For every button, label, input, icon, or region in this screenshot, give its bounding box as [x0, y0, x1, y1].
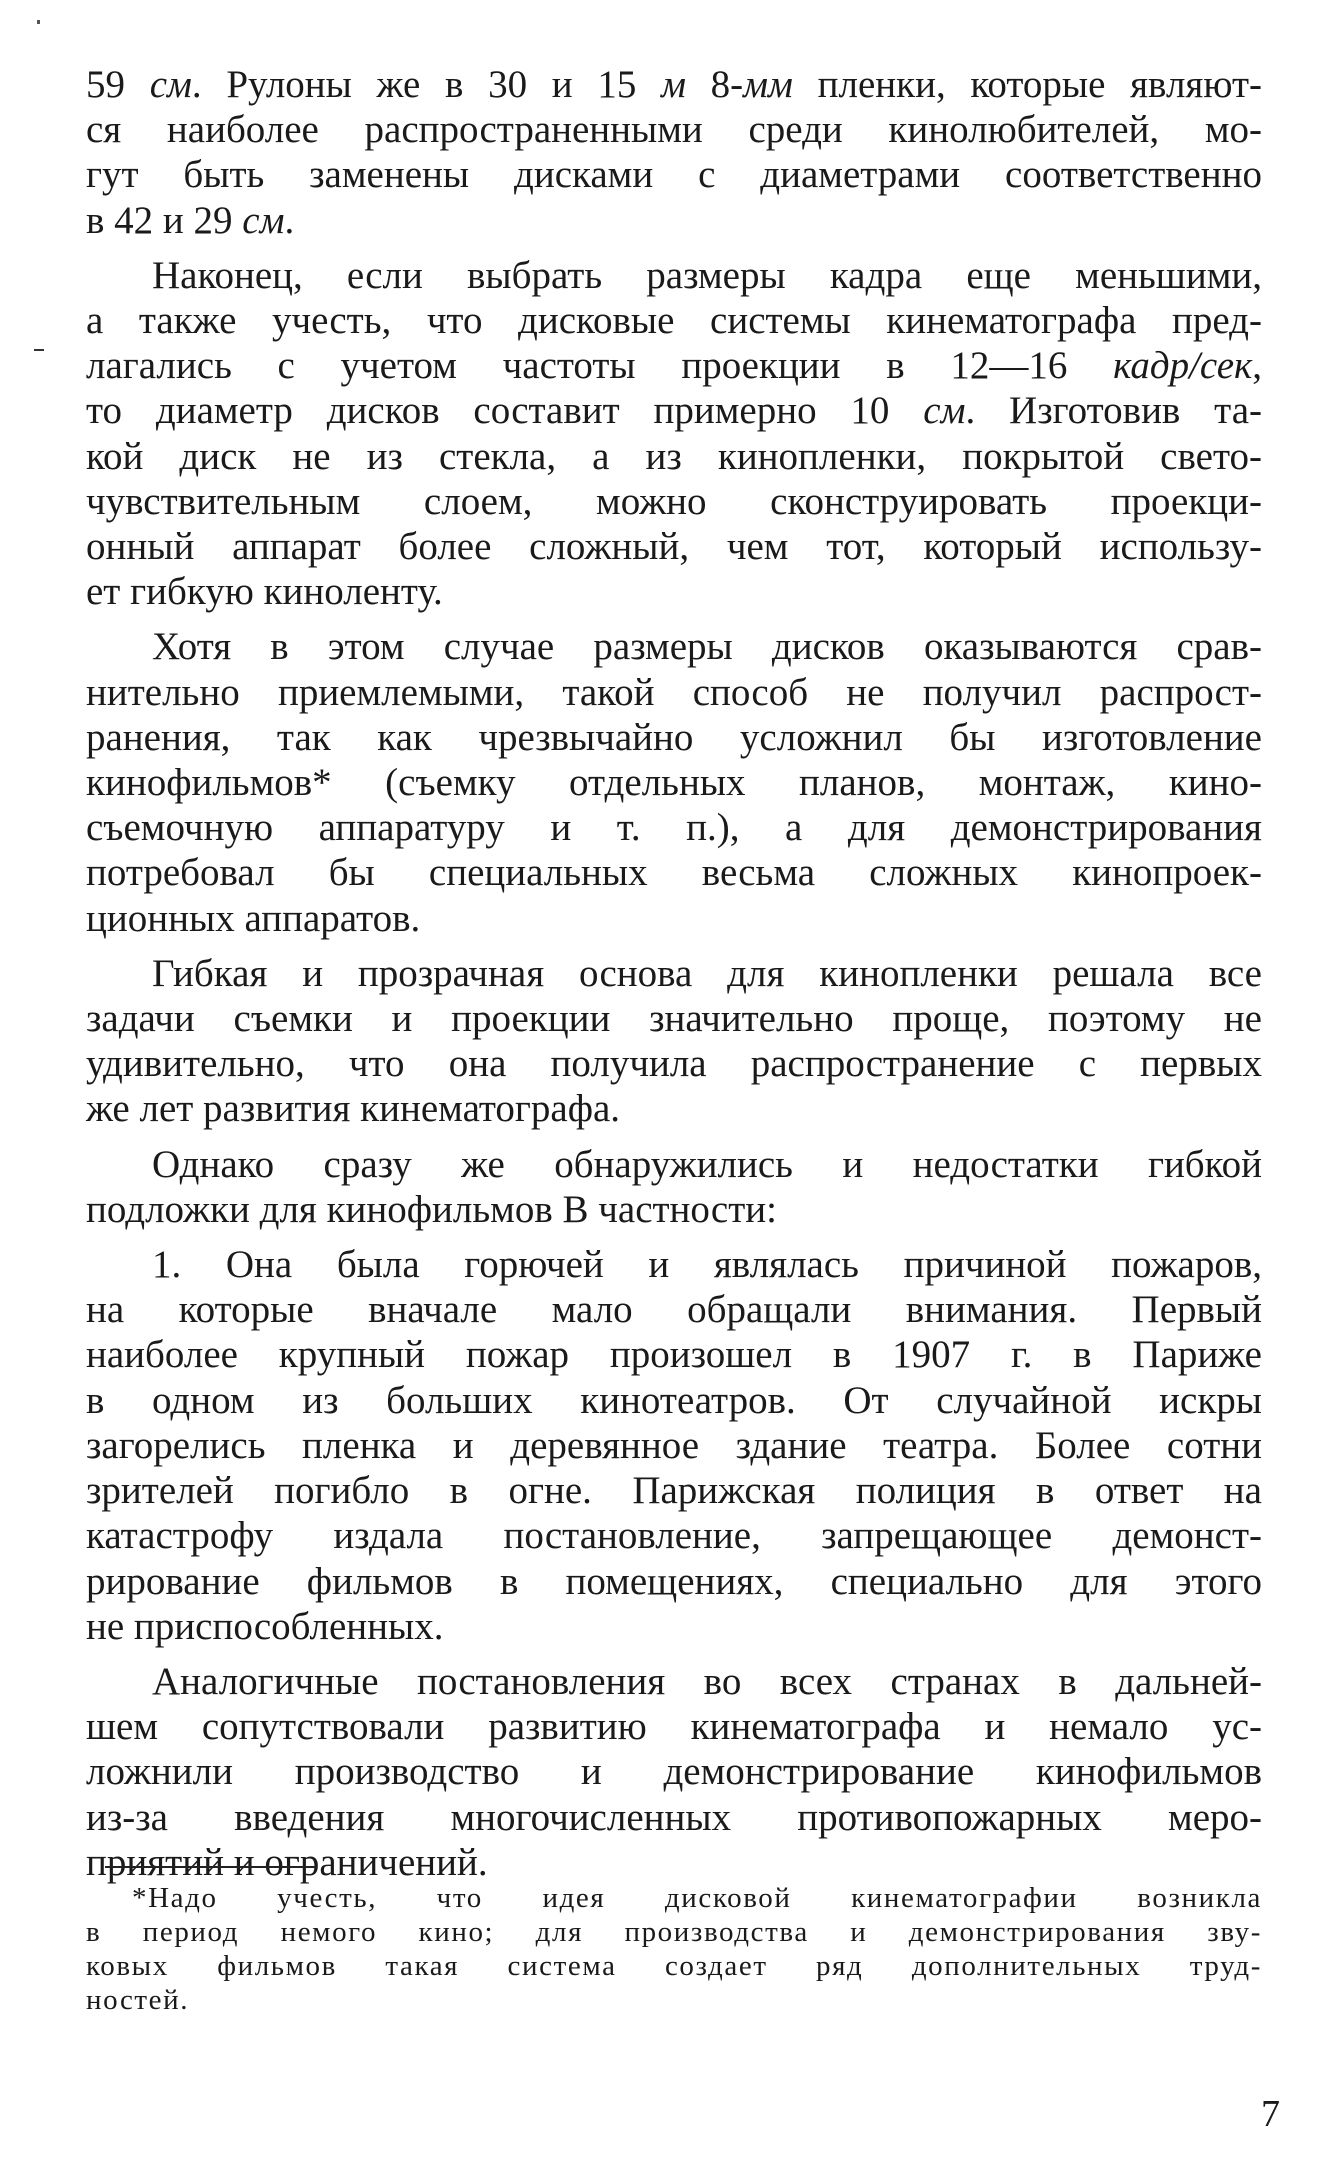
paragraph	[86, 1659, 1262, 1885]
paragraph	[86, 62, 1262, 243]
paragraph-gap	[86, 941, 1262, 951]
text-line: ет гибкую киноленту.	[86, 570, 443, 614]
text-line: приятий и ограничений.	[86, 1840, 488, 1884]
text-line: ся наиболее распространенными среди кинолюбителей, мо-	[86, 108, 1262, 152]
paragraph-gap	[86, 1132, 1262, 1142]
text-line: Однако сразу же обнаружились и недостатки гибкой	[152, 1142, 1262, 1186]
footnote-line: *Надо учесть, что идея дисковой кинематографии возникла	[132, 1882, 1262, 1914]
text-line: нительно приемлемыми, такой способ не получил распрост-	[86, 670, 1262, 714]
text-line: в 42 и 29 см.	[86, 198, 295, 242]
text-line: задачи съемки и проекции значительно проще, поэтому не	[86, 997, 1262, 1041]
text-line: Хотя в этом случае размеры дисков оказываются срав-	[152, 625, 1262, 669]
footnote-line: ностей.	[86, 1984, 190, 2016]
text-line: подложки для кинофильмов В частности:	[86, 1187, 777, 1231]
paragraph-gap	[86, 614, 1262, 624]
paragraph	[86, 1242, 1262, 1649]
text-line: 59 см. Рулоны же в 30 и 15 м 8-мм пленки, которые являют-	[86, 63, 1262, 106]
text-line: а также учесть, что дисковые системы кинематографа пред-	[86, 299, 1262, 343]
text-line: рирование фильмов в помещениях, специально для этого	[86, 1559, 1262, 1603]
text-line: чувствительным слоем, можно сконструировать проекци-	[86, 479, 1262, 523]
scan-speck	[37, 20, 40, 24]
paragraph	[86, 1142, 1262, 1232]
paragraph	[86, 624, 1262, 940]
margin-mark	[34, 349, 44, 351]
paragraph-gap	[86, 243, 1262, 253]
text-line: загорелись пленка и деревянное здание театра. Более сотни	[86, 1423, 1262, 1467]
text-line: же лет развития кинематографа.	[86, 1087, 621, 1131]
paragraph	[86, 253, 1262, 615]
text-line: из-за введения многочисленных противопожарных меро-	[86, 1795, 1262, 1839]
paragraph-gap	[86, 1649, 1262, 1659]
text-line: Гибкая и прозрачная основа для кинопленки решала все	[152, 951, 1262, 995]
text-line: наиболее крупный пожар произошел в 1907 г. в Париже	[86, 1333, 1262, 1377]
text-line: в одном из больших кинотеатров. От случайной искры	[86, 1378, 1262, 1422]
text-line: ложнили производство и демонстрирование кинофильмов	[86, 1750, 1262, 1794]
text-line: то диаметр дисков составит примерно 10 см. Изготовив та-	[86, 389, 1262, 433]
text-line: кой диск не из стекла, а из кинопленки, покрытой свето-	[86, 434, 1262, 478]
text-line: удивительно, что она получила распространение с первых	[86, 1042, 1262, 1086]
paragraph-gap	[86, 1232, 1262, 1242]
text-line: съемочную аппаратуру и т. п.), а для демонстрирования	[86, 806, 1262, 850]
text-line: зрителей погибло в огне. Парижская полиция в ответ на	[86, 1469, 1262, 1513]
text-line: онный аппарат более сложный, чем тот, который использу-	[86, 525, 1262, 569]
text-line: Наконец, если выбрать размеры кадра еще меньшими,	[152, 253, 1262, 297]
text-line: шем сопутствовали развитию кинематографа и немало ус-	[86, 1705, 1262, 1749]
text-line: гут быть заменены дисками с диаметрами соответственно	[86, 153, 1262, 197]
text-line: потребовал бы специальных весьма сложных кинопроек-	[86, 851, 1262, 895]
text-line: на которые вначале мало обращали внимания. Первый	[86, 1288, 1262, 1332]
text-line: ционных аппаратов.	[86, 896, 421, 940]
footnote	[86, 1881, 1262, 2017]
page-body	[86, 62, 1262, 1885]
text-line: кинофильмов* (съемку отдельных планов, монтаж, кино-	[86, 761, 1262, 805]
text-line: 1. Она была горючей и являлась причиной пожаров,	[152, 1243, 1262, 1287]
text-line: лагались с учетом частоты проекции в 12—16 кадр/сек,	[86, 344, 1262, 388]
text-line: катастрофу издала постановление, запрещающее демонст-	[86, 1514, 1262, 1558]
text-line: не приспособленных.	[86, 1604, 444, 1648]
footnote-separator	[105, 1866, 317, 1868]
page-number: 7	[1261, 2093, 1280, 2135]
footnote-line: в период немого кино; для производства и демонстрирования зву-	[86, 1916, 1262, 1948]
paragraph	[86, 951, 1262, 1132]
text-line: ранения, так как чрезвычайно усложнил бы изготовление	[86, 715, 1262, 759]
text-line: Аналогичные постановления во всех странах в дальней-	[152, 1659, 1262, 1703]
footnote-line: ковых фильмов такая система создает ряд дополнительных труд-	[86, 1950, 1262, 1982]
